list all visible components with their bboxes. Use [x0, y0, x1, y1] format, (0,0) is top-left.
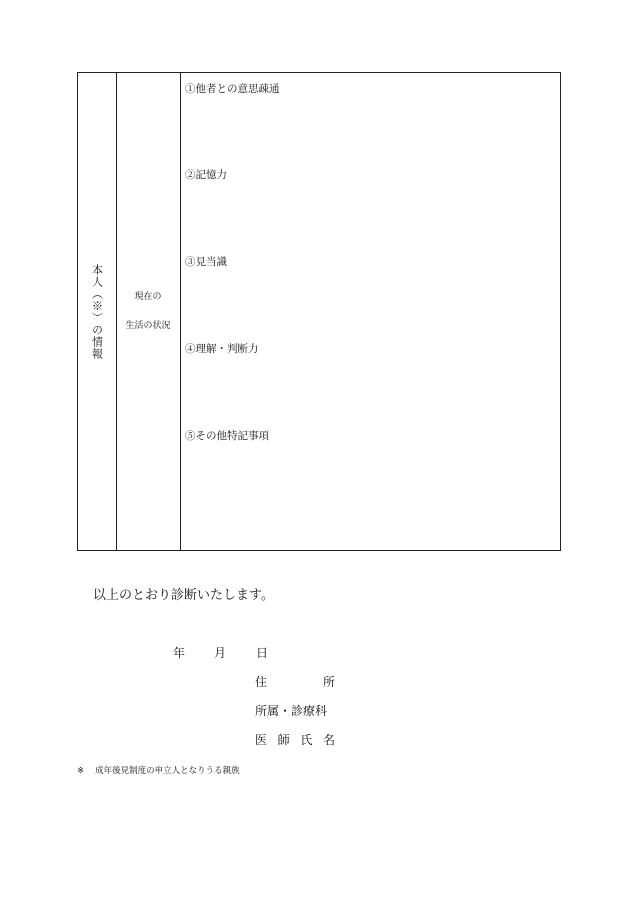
item-comprehension: ④理解・判断力 [185, 343, 259, 355]
date-year-label: 年 [173, 646, 186, 660]
info-table [77, 72, 561, 551]
doctor-name-label-char: 名 [322, 733, 335, 747]
item-other-notes: ⑤その他特記事項 [185, 430, 269, 442]
date-day-label: 日 [256, 646, 269, 660]
person-info-label-cell [78, 73, 116, 550]
doctor-name-label-char: 医 [255, 733, 268, 747]
department-label [255, 705, 335, 717]
living-status-label-line1: 現在の [134, 291, 162, 302]
column-divider [180, 73, 181, 550]
address-label [255, 676, 335, 688]
person-info-label: 本人（※）の情報 [90, 263, 104, 360]
doctor-name-label-char: 師 [277, 733, 290, 747]
item-orientation: ③見当識 [185, 256, 227, 268]
doctor-name-label-char: 氏 [300, 733, 313, 747]
address-label-char: 所 [322, 675, 335, 689]
doctor-name-label [255, 734, 335, 746]
footnote-mark: ※ [77, 766, 85, 776]
living-status-label-cell [116, 73, 180, 550]
closing-statement: 以上のとおり診断いたします。 [93, 588, 274, 603]
item-communication: ①他者との意思疎通 [185, 83, 280, 95]
date-month-label: 月 [214, 646, 227, 660]
footnote-text: 成年後見制度の申立人となりうる親族 [95, 766, 240, 776]
department-label-text: 所属・診療科 [255, 704, 328, 718]
address-label-char: 住 [255, 675, 268, 689]
footnote [77, 767, 240, 776]
living-status-label-line2: 生活の状況 [125, 320, 171, 331]
item-memory: ②記憶力 [185, 169, 227, 181]
